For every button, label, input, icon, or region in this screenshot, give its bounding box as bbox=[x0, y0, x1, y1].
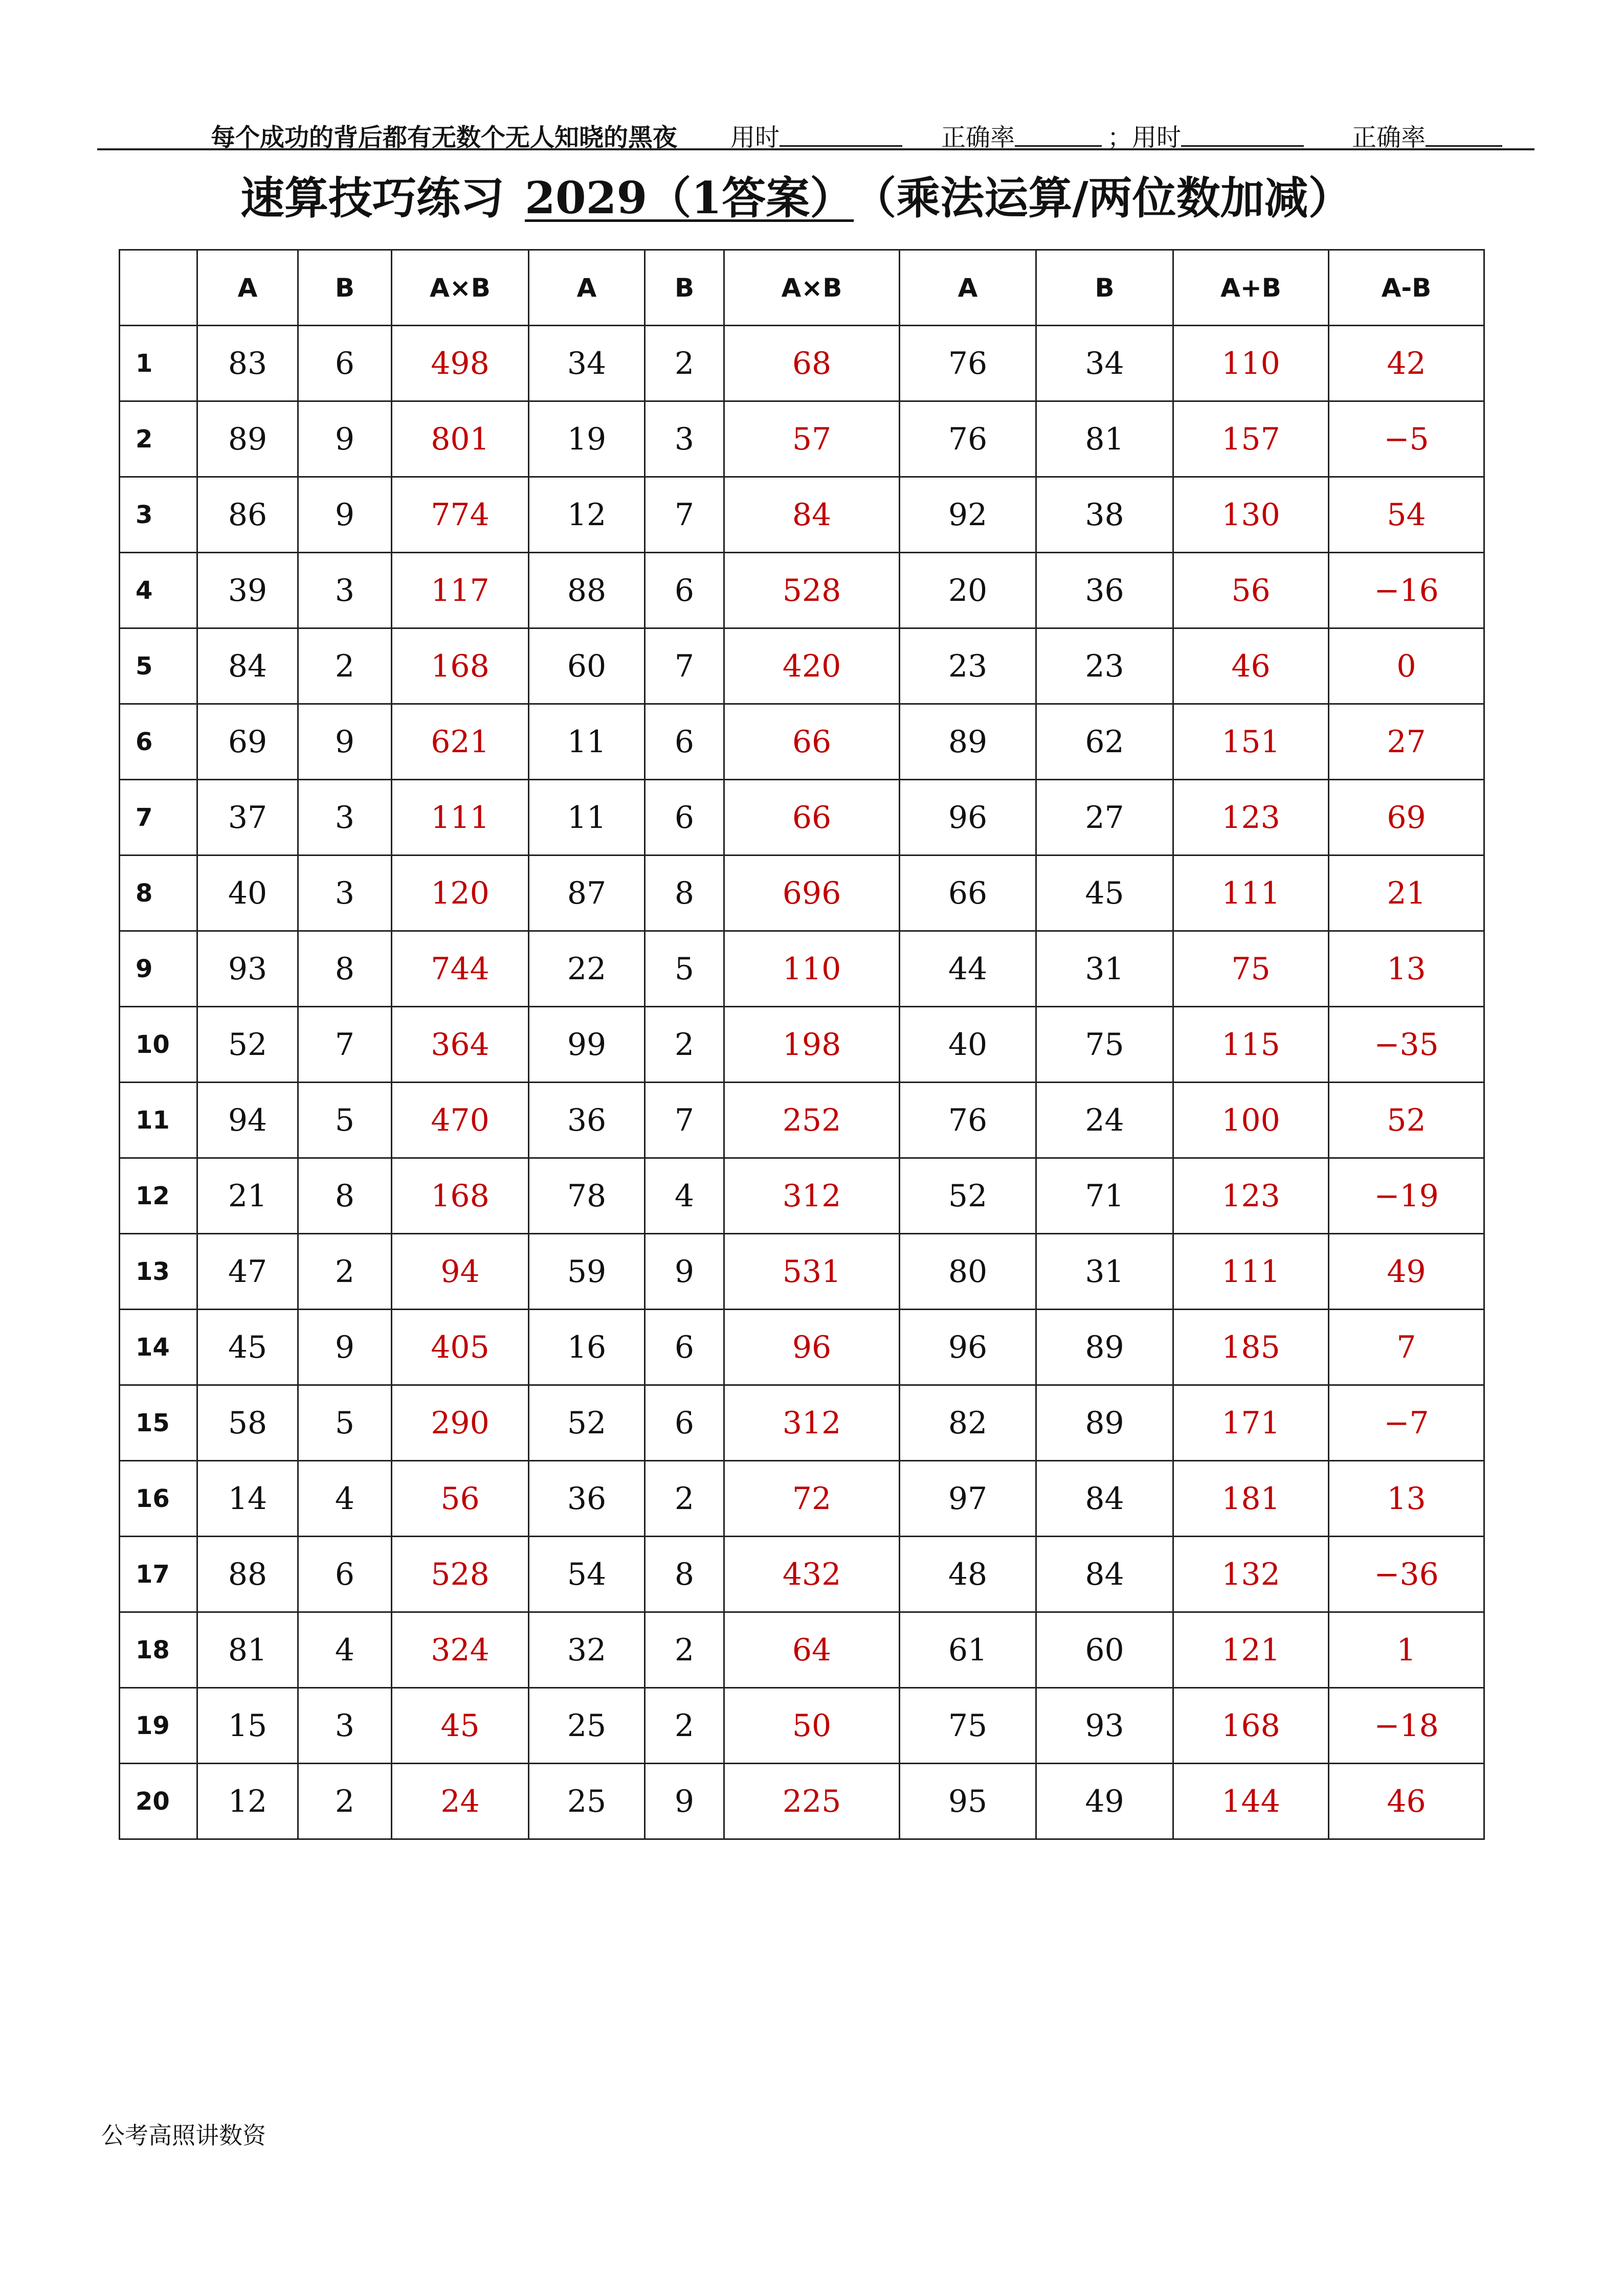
multiplicand-a: 84 bbox=[197, 628, 298, 704]
sum-answer: 168 bbox=[1173, 1688, 1329, 1764]
row-number: 8 bbox=[120, 856, 197, 931]
multiplier-b: 9 bbox=[298, 704, 392, 780]
multiplier-b: 2 bbox=[298, 1764, 392, 1839]
row-number: 1 bbox=[120, 326, 197, 401]
practice-table bbox=[119, 249, 1485, 1840]
title-main: 速算技巧练习 bbox=[240, 172, 504, 224]
multiplicand-a: 37 bbox=[197, 780, 298, 856]
multiplicand-a: 94 bbox=[197, 1083, 298, 1158]
row-number: 10 bbox=[120, 1007, 197, 1083]
multiplier-b: 2 bbox=[298, 1234, 392, 1310]
addend-b: 31 bbox=[1036, 931, 1173, 1007]
product-answer: 364 bbox=[392, 1007, 529, 1083]
table-row bbox=[120, 401, 1484, 477]
product-answer: 66 bbox=[724, 704, 900, 780]
difference-answer: 52 bbox=[1329, 1083, 1484, 1158]
footer-text: 公考高照讲数资 bbox=[101, 2122, 266, 2149]
sum-answer: 132 bbox=[1173, 1537, 1329, 1612]
addend-a: 76 bbox=[900, 326, 1036, 401]
product-answer: 290 bbox=[392, 1385, 529, 1461]
product-answer: 324 bbox=[392, 1612, 529, 1688]
difference-answer: 1 bbox=[1329, 1612, 1484, 1688]
time-field-2[interactable] bbox=[1107, 118, 1181, 153]
multiplicand-a: 32 bbox=[529, 1612, 645, 1688]
addend-b: 31 bbox=[1036, 1234, 1173, 1310]
difference-answer: 21 bbox=[1329, 856, 1484, 931]
multiplier-b: 9 bbox=[298, 477, 392, 553]
table-row bbox=[120, 931, 1484, 1007]
multiplier-b: 7 bbox=[298, 1007, 392, 1083]
table-row bbox=[120, 628, 1484, 704]
table-row bbox=[120, 780, 1484, 856]
multiplier-b: 4 bbox=[298, 1612, 392, 1688]
product-answer: 531 bbox=[724, 1234, 900, 1310]
addend-b: 60 bbox=[1036, 1612, 1173, 1688]
accuracy-label-2: 正确率 bbox=[1352, 123, 1426, 152]
multiplicand-a: 52 bbox=[529, 1385, 645, 1461]
product-answer: 168 bbox=[392, 1158, 529, 1234]
multiplier-b: 5 bbox=[298, 1385, 392, 1461]
column-header: A×B bbox=[724, 250, 900, 326]
multiplier-b: 9 bbox=[645, 1234, 724, 1310]
sum-answer: 130 bbox=[1173, 477, 1329, 553]
row-number: 15 bbox=[120, 1385, 197, 1461]
addend-b: 38 bbox=[1036, 477, 1173, 553]
addend-b: 45 bbox=[1036, 856, 1173, 931]
title-code: 2029（1答案） bbox=[525, 172, 854, 224]
product-answer: 312 bbox=[724, 1385, 900, 1461]
table-row bbox=[120, 1612, 1484, 1688]
multiplier-b: 6 bbox=[645, 1310, 724, 1385]
addend-b: 71 bbox=[1036, 1158, 1173, 1234]
difference-answer: 69 bbox=[1329, 780, 1484, 856]
multiplier-b: 9 bbox=[298, 1310, 392, 1385]
table-row bbox=[120, 1158, 1484, 1234]
multiplier-b: 8 bbox=[298, 1158, 392, 1234]
difference-answer: −18 bbox=[1329, 1688, 1484, 1764]
difference-answer: −7 bbox=[1329, 1385, 1484, 1461]
row-number: 16 bbox=[120, 1461, 197, 1537]
multiplicand-a: 83 bbox=[197, 326, 298, 401]
addend-b: 93 bbox=[1036, 1688, 1173, 1764]
table-row bbox=[120, 1688, 1484, 1764]
multiplier-b: 2 bbox=[298, 628, 392, 704]
multiplier-b: 6 bbox=[645, 780, 724, 856]
product-answer: 528 bbox=[724, 553, 900, 628]
row-number: 14 bbox=[120, 1310, 197, 1385]
page-header bbox=[97, 112, 1534, 150]
multiplicand-a: 11 bbox=[529, 780, 645, 856]
multiplicand-a: 36 bbox=[529, 1461, 645, 1537]
multiplicand-a: 12 bbox=[197, 1764, 298, 1839]
product-answer: 498 bbox=[392, 326, 529, 401]
multiplier-b: 6 bbox=[298, 326, 392, 401]
table-row bbox=[120, 477, 1484, 553]
difference-answer: 46 bbox=[1329, 1764, 1484, 1839]
addend-a: 61 bbox=[900, 1612, 1036, 1688]
table-row bbox=[120, 1083, 1484, 1158]
addend-a: 82 bbox=[900, 1385, 1036, 1461]
multiplicand-a: 16 bbox=[529, 1310, 645, 1385]
product-answer: 64 bbox=[724, 1612, 900, 1688]
addend-b: 27 bbox=[1036, 780, 1173, 856]
multiplicand-a: 12 bbox=[529, 477, 645, 553]
sum-answer: 144 bbox=[1173, 1764, 1329, 1839]
multiplicand-a: 19 bbox=[529, 401, 645, 477]
row-number: 6 bbox=[120, 704, 197, 780]
multiplicand-a: 88 bbox=[529, 553, 645, 628]
product-answer: 420 bbox=[724, 628, 900, 704]
difference-answer: 0 bbox=[1329, 628, 1484, 704]
addend-a: 76 bbox=[900, 1083, 1036, 1158]
sum-answer: 56 bbox=[1173, 553, 1329, 628]
product-answer: 225 bbox=[724, 1764, 900, 1839]
difference-answer: −5 bbox=[1329, 401, 1484, 477]
product-answer: 252 bbox=[724, 1083, 900, 1158]
addend-a: 96 bbox=[900, 1310, 1036, 1385]
row-number: 5 bbox=[120, 628, 197, 704]
addend-a: 75 bbox=[900, 1688, 1036, 1764]
multiplicand-a: 81 bbox=[197, 1612, 298, 1688]
difference-answer: −35 bbox=[1329, 1007, 1484, 1083]
product-answer: 66 bbox=[724, 780, 900, 856]
title-subtitle: （乘法运算/两位数加减） bbox=[874, 172, 1352, 224]
product-answer: 111 bbox=[392, 780, 529, 856]
addend-a: 96 bbox=[900, 780, 1036, 856]
addend-b: 36 bbox=[1036, 553, 1173, 628]
difference-answer: −36 bbox=[1329, 1537, 1484, 1612]
multiplicand-a: 78 bbox=[529, 1158, 645, 1234]
addend-b: 62 bbox=[1036, 704, 1173, 780]
time-label-1: 用时 bbox=[730, 123, 780, 152]
sum-answer: 123 bbox=[1173, 780, 1329, 856]
accuracy-field-1[interactable] bbox=[941, 118, 1015, 153]
sum-answer: 110 bbox=[1173, 326, 1329, 401]
addend-a: 80 bbox=[900, 1234, 1036, 1310]
time-field-1[interactable] bbox=[730, 118, 780, 153]
multiplier-b: 3 bbox=[645, 401, 724, 477]
multiplicand-a: 88 bbox=[197, 1537, 298, 1612]
multiplicand-a: 60 bbox=[529, 628, 645, 704]
product-answer: 405 bbox=[392, 1310, 529, 1385]
row-number: 3 bbox=[120, 477, 197, 553]
multiplicand-a: 39 bbox=[197, 553, 298, 628]
addend-a: 76 bbox=[900, 401, 1036, 477]
multiplier-b: 8 bbox=[645, 856, 724, 931]
product-answer: 696 bbox=[724, 856, 900, 931]
multiplicand-a: 99 bbox=[529, 1007, 645, 1083]
multiplicand-a: 59 bbox=[529, 1234, 645, 1310]
difference-answer: 54 bbox=[1329, 477, 1484, 553]
product-answer: 56 bbox=[392, 1461, 529, 1537]
multiplier-b: 6 bbox=[645, 553, 724, 628]
column-header: B bbox=[298, 250, 392, 326]
product-answer: 84 bbox=[724, 477, 900, 553]
product-answer: 744 bbox=[392, 931, 529, 1007]
table-row bbox=[120, 704, 1484, 780]
multiplicand-a: 52 bbox=[197, 1007, 298, 1083]
multiplicand-a: 22 bbox=[529, 931, 645, 1007]
difference-answer: 13 bbox=[1329, 931, 1484, 1007]
difference-answer: −16 bbox=[1329, 553, 1484, 628]
row-number: 17 bbox=[120, 1537, 197, 1612]
motto-text: 每个成功的背后都有无数个无人知晓的黑夜 bbox=[211, 123, 678, 152]
multiplier-b: 7 bbox=[645, 477, 724, 553]
difference-answer: 13 bbox=[1329, 1461, 1484, 1537]
product-answer: 94 bbox=[392, 1234, 529, 1310]
column-header bbox=[120, 250, 197, 326]
multiplicand-a: 86 bbox=[197, 477, 298, 553]
sum-answer: 111 bbox=[1173, 856, 1329, 931]
product-answer: 45 bbox=[392, 1688, 529, 1764]
multiplicand-a: 25 bbox=[529, 1764, 645, 1839]
addend-a: 95 bbox=[900, 1764, 1036, 1839]
multiplicand-a: 40 bbox=[197, 856, 298, 931]
column-header: A+B bbox=[1173, 250, 1329, 326]
addend-b: 84 bbox=[1036, 1537, 1173, 1612]
table-row bbox=[120, 1461, 1484, 1537]
row-number: 20 bbox=[120, 1764, 197, 1839]
difference-answer: 49 bbox=[1329, 1234, 1484, 1310]
sum-answer: 151 bbox=[1173, 704, 1329, 780]
multiplicand-a: 45 bbox=[197, 1310, 298, 1385]
table-row bbox=[120, 1385, 1484, 1461]
time-label-2: 用时 bbox=[1132, 123, 1182, 152]
multiplier-b: 4 bbox=[645, 1158, 724, 1234]
multiplicand-a: 14 bbox=[197, 1461, 298, 1537]
row-number: 9 bbox=[120, 931, 197, 1007]
product-answer: 801 bbox=[392, 401, 529, 477]
addend-b: 89 bbox=[1036, 1310, 1173, 1385]
product-answer: 57 bbox=[724, 401, 900, 477]
addend-a: 44 bbox=[900, 931, 1036, 1007]
multiplier-b: 6 bbox=[298, 1537, 392, 1612]
table-row bbox=[120, 1764, 1484, 1839]
product-answer: 621 bbox=[392, 704, 529, 780]
addend-a: 92 bbox=[900, 477, 1036, 553]
multiplier-b: 2 bbox=[645, 1688, 724, 1764]
sum-answer: 111 bbox=[1173, 1234, 1329, 1310]
row-number: 13 bbox=[120, 1234, 197, 1310]
row-number: 4 bbox=[120, 553, 197, 628]
table-row bbox=[120, 1007, 1484, 1083]
multiplicand-a: 58 bbox=[197, 1385, 298, 1461]
multiplier-b: 2 bbox=[645, 1461, 724, 1537]
table-row bbox=[120, 1234, 1484, 1310]
addend-b: 49 bbox=[1036, 1764, 1173, 1839]
multiplicand-a: 11 bbox=[529, 704, 645, 780]
addend-b: 24 bbox=[1036, 1083, 1173, 1158]
addend-a: 40 bbox=[900, 1007, 1036, 1083]
row-number: 11 bbox=[120, 1083, 197, 1158]
product-answer: 24 bbox=[392, 1764, 529, 1839]
column-header: A bbox=[900, 250, 1036, 326]
sum-answer: 123 bbox=[1173, 1158, 1329, 1234]
addend-a: 52 bbox=[900, 1158, 1036, 1234]
column-header: A-B bbox=[1329, 250, 1484, 326]
multiplicand-a: 15 bbox=[197, 1688, 298, 1764]
addend-b: 89 bbox=[1036, 1385, 1173, 1461]
multiplicand-a: 47 bbox=[197, 1234, 298, 1310]
multiplicand-a: 25 bbox=[529, 1688, 645, 1764]
product-answer: 312 bbox=[724, 1158, 900, 1234]
table-row bbox=[120, 553, 1484, 628]
accuracy-field-2[interactable] bbox=[1352, 118, 1426, 153]
multiplier-b: 2 bbox=[645, 1612, 724, 1688]
multiplier-b: 9 bbox=[645, 1764, 724, 1839]
product-answer: 168 bbox=[392, 628, 529, 704]
addend-b: 34 bbox=[1036, 326, 1173, 401]
multiplier-b: 5 bbox=[645, 931, 724, 1007]
column-header: A×B bbox=[392, 250, 529, 326]
addend-a: 89 bbox=[900, 704, 1036, 780]
multiplier-b: 2 bbox=[645, 1007, 724, 1083]
addend-a: 48 bbox=[900, 1537, 1036, 1612]
addend-a: 66 bbox=[900, 856, 1036, 931]
product-answer: 774 bbox=[392, 477, 529, 553]
multiplier-b: 7 bbox=[645, 1083, 724, 1158]
multiplier-b: 3 bbox=[298, 553, 392, 628]
addend-b: 75 bbox=[1036, 1007, 1173, 1083]
multiplier-b: 2 bbox=[645, 326, 724, 401]
addend-a: 97 bbox=[900, 1461, 1036, 1537]
sum-answer: 46 bbox=[1173, 628, 1329, 704]
product-answer: 68 bbox=[724, 326, 900, 401]
sum-answer: 100 bbox=[1173, 1083, 1329, 1158]
multiplier-b: 3 bbox=[298, 856, 392, 931]
multiplicand-a: 69 bbox=[197, 704, 298, 780]
addend-b: 23 bbox=[1036, 628, 1173, 704]
multiplier-b: 4 bbox=[298, 1461, 392, 1537]
sum-answer: 171 bbox=[1173, 1385, 1329, 1461]
sum-answer: 75 bbox=[1173, 931, 1329, 1007]
addend-b: 84 bbox=[1036, 1461, 1173, 1537]
multiplicand-a: 87 bbox=[529, 856, 645, 931]
column-header: B bbox=[645, 250, 724, 326]
multiplier-b: 3 bbox=[298, 1688, 392, 1764]
column-header: A bbox=[197, 250, 298, 326]
sum-answer: 181 bbox=[1173, 1461, 1329, 1537]
table-row bbox=[120, 1310, 1484, 1385]
product-answer: 528 bbox=[392, 1537, 529, 1612]
multiplicand-a: 21 bbox=[197, 1158, 298, 1234]
page-title bbox=[240, 163, 1468, 224]
multiplicand-a: 54 bbox=[529, 1537, 645, 1612]
multiplier-b: 8 bbox=[298, 931, 392, 1007]
product-answer: 117 bbox=[392, 553, 529, 628]
sum-answer: 121 bbox=[1173, 1612, 1329, 1688]
row-number: 2 bbox=[120, 401, 197, 477]
sum-answer: 157 bbox=[1173, 401, 1329, 477]
product-answer: 96 bbox=[724, 1310, 900, 1385]
product-answer: 110 bbox=[724, 931, 900, 1007]
difference-answer: 7 bbox=[1329, 1310, 1484, 1385]
row-number: 18 bbox=[120, 1612, 197, 1688]
multiplier-b: 8 bbox=[645, 1537, 724, 1612]
accuracy-label-1: 正确率 bbox=[941, 123, 1015, 152]
difference-answer: −19 bbox=[1329, 1158, 1484, 1234]
row-number: 19 bbox=[120, 1688, 197, 1764]
product-answer: 470 bbox=[392, 1083, 529, 1158]
multiplicand-a: 89 bbox=[197, 401, 298, 477]
product-answer: 432 bbox=[724, 1537, 900, 1612]
sum-answer: 115 bbox=[1173, 1007, 1329, 1083]
multiplicand-a: 93 bbox=[197, 931, 298, 1007]
field-separator: ； bbox=[1107, 123, 1132, 152]
difference-answer: 42 bbox=[1329, 326, 1484, 401]
row-number: 7 bbox=[120, 780, 197, 856]
table-row bbox=[120, 856, 1484, 931]
table-row bbox=[120, 1537, 1484, 1612]
multiplicand-a: 34 bbox=[529, 326, 645, 401]
column-header: B bbox=[1036, 250, 1173, 326]
multiplier-b: 6 bbox=[645, 1385, 724, 1461]
sum-answer: 185 bbox=[1173, 1310, 1329, 1385]
addend-a: 23 bbox=[900, 628, 1036, 704]
multiplier-b: 3 bbox=[298, 780, 392, 856]
column-header: A bbox=[529, 250, 645, 326]
multiplier-b: 7 bbox=[645, 628, 724, 704]
table-header-row bbox=[120, 250, 1484, 326]
difference-answer: 27 bbox=[1329, 704, 1484, 780]
multiplier-b: 6 bbox=[645, 704, 724, 780]
multiplier-b: 9 bbox=[298, 401, 392, 477]
product-answer: 198 bbox=[724, 1007, 900, 1083]
addend-a: 20 bbox=[900, 553, 1036, 628]
product-answer: 50 bbox=[724, 1688, 900, 1764]
row-number: 12 bbox=[120, 1158, 197, 1234]
multiplicand-a: 36 bbox=[529, 1083, 645, 1158]
multiplier-b: 5 bbox=[298, 1083, 392, 1158]
table-row bbox=[120, 326, 1484, 401]
addend-b: 81 bbox=[1036, 401, 1173, 477]
product-answer: 72 bbox=[724, 1461, 900, 1537]
product-answer: 120 bbox=[392, 856, 529, 931]
